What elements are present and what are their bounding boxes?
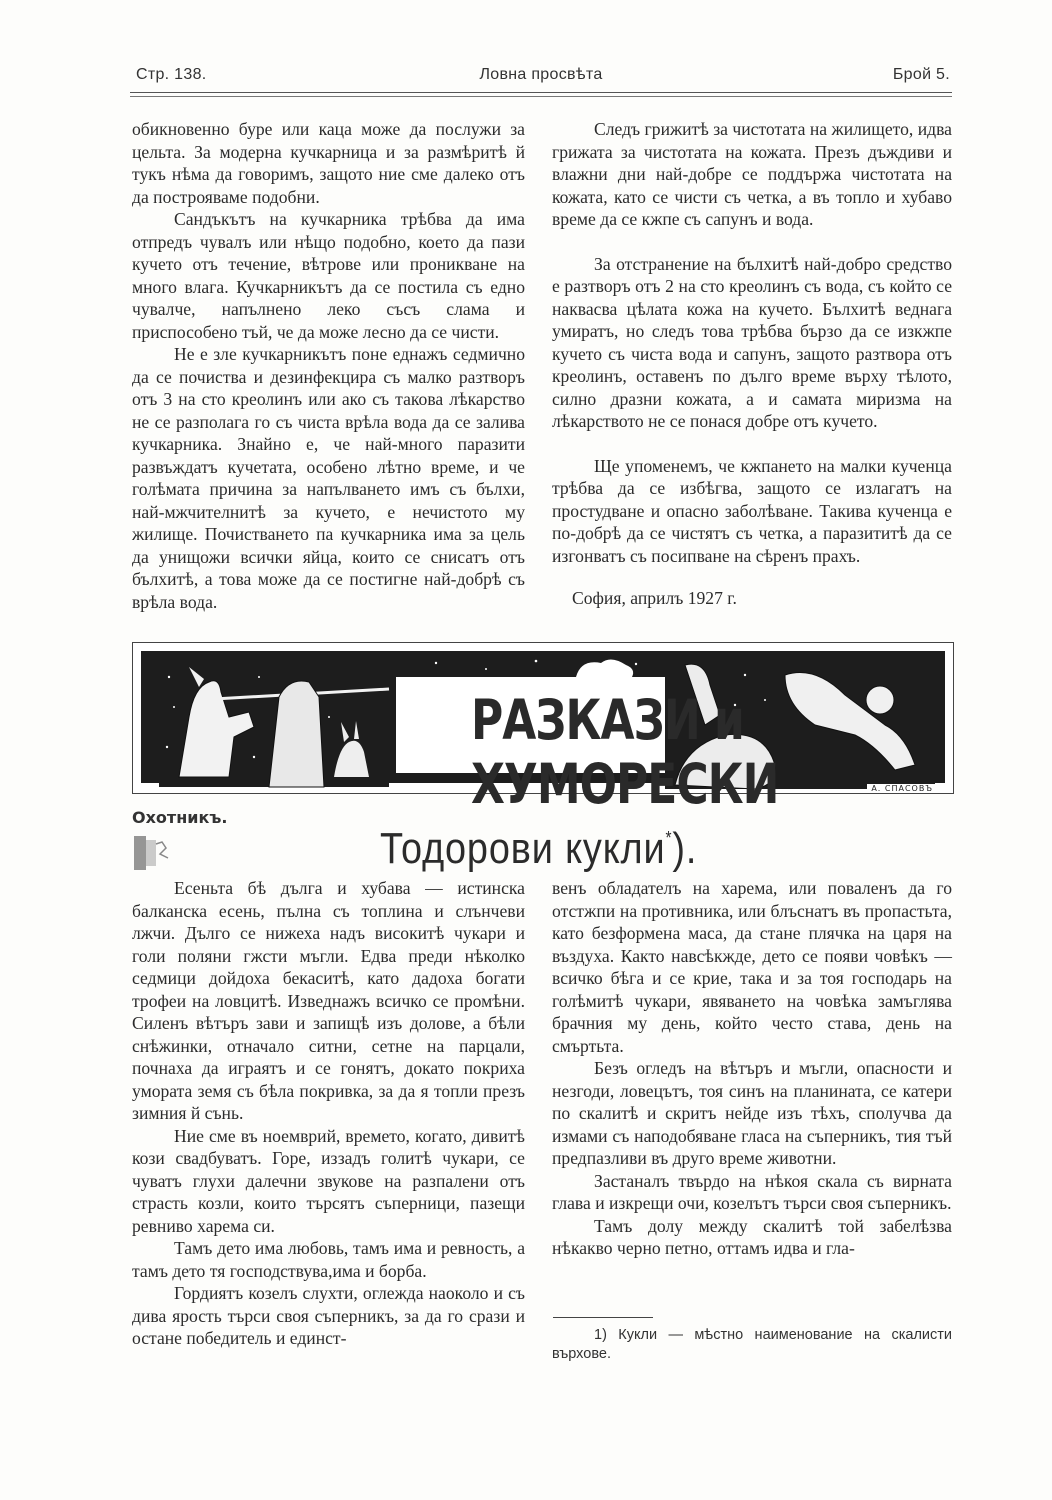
- paragraph: Тамъ дето има любовь, тамъ има и ревность, а тамъ дето тя господствува,има и борба.: [132, 1238, 525, 1281]
- footnote-rule: [553, 1317, 653, 1318]
- banner-title: РАЗКАЗИ и ХУМОРЕСКИ: [471, 689, 779, 817]
- paragraph: Следъ грижитѣ за чистотата на жилището, идва грижата за чистотата на кожата. Презъ дъждиви и влажни дни най-добре се поддържа чистотата на кожата, като се чисти съ четка, а въ топло и хубаво време да се кжпе съ сапунъ и вода.: [552, 119, 952, 229]
- story-right-column: [552, 877, 952, 1260]
- story-title: [380, 824, 697, 874]
- header-rule: [130, 92, 952, 97]
- journal-title: Ловна просвѣта: [479, 66, 603, 83]
- page-header: [130, 66, 952, 94]
- artist-signature: А. СПАСОВЪ: [867, 784, 937, 793]
- article-right-column: [552, 118, 952, 610]
- story-author: Охотникъ.: [132, 808, 228, 827]
- paragraph: Безъ огледъ на вѣтъръ и мъгли, опасности и незгоди, ловецътъ, тоя синъ на планината, се катери по скалитѣ и скритъ нейде изъ тѣхъ, сполучва да измами съ наподобяване гласа на съперникъ, тия тъй предпазливи въ друго време животни.: [552, 1058, 952, 1168]
- paragraph: венъ обладателъ на харема, или поваленъ да го отстжпи на противника, или блъснатъ въ пропастьта, като безформена маса, да стане плячка на царя на въздуха. Както навсѣкжде, дето се появи човѣкъ — всичко бѣга и се крие, така и за тоя господарь на голѣмитѣ чукари, явяването на човѣка замъглява брачния му день, който често става, день на смъртьта.: [552, 878, 952, 1056]
- article-left-column: [132, 118, 525, 613]
- author-stamp-icon: [132, 834, 174, 872]
- hunter-illustration-icon: [159, 657, 389, 787]
- paragraph: Не е зле кучкарникътъ поне еднажъ седмично да се почиства и дезинфекцира съ малко разтворъ отъ 3 на сто креолинъ или ако съ такова лѣкарство не се разполага го съ чиста врѣла вода да се залива кучкарника. Знайно е, че най-много паразити развъждатъ кучетата, особено лѣтно време, и че голѣмата причина за напълването имъ съ бълхи, най-мжчителнитѣ за кучето, е нечистото му жилище. Почистването па кучкарника има за цель да унищожи всички яйца, които се снисатъ отъ бълхитѣ, а това може да се постигне най-добрѣ съ врѣла вода.: [132, 344, 525, 612]
- article-signature: София, априлъ 1927 г.: [572, 588, 737, 608]
- paragraph: Застаналъ твърдо на нѣкоя скала съ вирната глава и изкрещи очи, козелътъ търси своя съперникъ.: [552, 1170, 952, 1213]
- footnote-mark: *: [665, 828, 673, 848]
- issue-number: Брой 5.: [892, 66, 950, 83]
- paragraph: Сандъкътъ на кучкарника трѣбва да има отпредъ чувалъ или нѣщо подобно, което да пази кучето отъ течение, вѣтрове или проникване на много влага. Кучкарникътъ да се постила съ едно чувалче, напълнено леко съсъ слама и приспособено тъй, че да може лесно да се чисти.: [132, 209, 525, 342]
- paragraph: Гордиятъ козелъ слухти, оглежда наоколо и съ дива ярость търси своя съперникъ, за да го срази и остане победитель и единст-: [132, 1283, 525, 1348]
- page-number: Стр. 138.: [136, 66, 207, 83]
- paragraph: Ще упоменемъ, че кжпането на малки кученца трѣбва да се избѣгва, защото се излагатъ на простудване и опасно заболѣване. Такива кученца е по-добрѣ да се чистятъ съ четка, а паразититѣ да се изгонватъ съ посипване на сѣренъ прахъ.: [552, 455, 952, 566]
- footnote-text: 1) Кукли — мѣстно наименование на скалисти върхове.: [552, 1327, 952, 1362]
- footnote: [552, 1326, 952, 1364]
- paragraph: Есеньта бѣ дълга и хубава — истинска балканска есень, пълна съ топлина и слънчеви лжчи. Дълго се нижеха надъ високитѣ чукари и голи поляни гжсти мъгли. Едва преди нѣколко седмици дойдоха бекаситѣ, като дадоха богати трофеи на ловцитѣ. Изведнажъ всичко се промѣни. Силенъ вѣтъръ зави и запищѣ изъ долове, а бѣли снѣжинки, отначало ситни, сетне на парцали, почнаха да играятъ и се гонятъ, докато покриха умората земя съ бѣла покривка, за да я топли презъ зимния й сънь.: [132, 878, 525, 1123]
- paragraph: обикновенно буре или каца може да послужи за цельта. За модерна кучкарница и за размѣритѣ й тукъ нѣма да говоримъ, защото ние сме далеко отъ да построяваме подобни.: [132, 119, 525, 207]
- story-left-column: [132, 877, 525, 1350]
- section-banner: [132, 642, 954, 817]
- paragraph: Тамъ долу между скалитѣ той забелѣзва нѣкакво черно петно, оттамъ идва и гла-: [552, 1215, 952, 1258]
- story-title-suffix: ).: [672, 824, 698, 873]
- paragraph: Ние сме въ ноемврий, времето, когато, дивитѣ кози свадбуватъ. Горе, иззадъ голитѣ чукари, се чуватъ глухи далечни звукове на разпалени отъ страсть козли, които търсятъ съперници, пазещи ревниво харема си.: [132, 1125, 525, 1236]
- story-title-text: Тодорови кукли: [380, 824, 666, 873]
- paragraph: За отстранение на бълхитѣ най-добро средство е разтворъ отъ 2 на сто креолинъ съ вода, съ който се наквасва цѣлата кожа на кучето. Бълхитѣ веднага умиратъ, но следъ това трѣбва бързо да се изкжпе кучето съ чиста вода и сапунъ, защото разтвора отъ креолинъ, оставенъ по дълго време върху тѣлото, силно дразни кожата, а и самата миризма на лѣкарството не се понася добре отъ кучето.: [552, 253, 952, 431]
